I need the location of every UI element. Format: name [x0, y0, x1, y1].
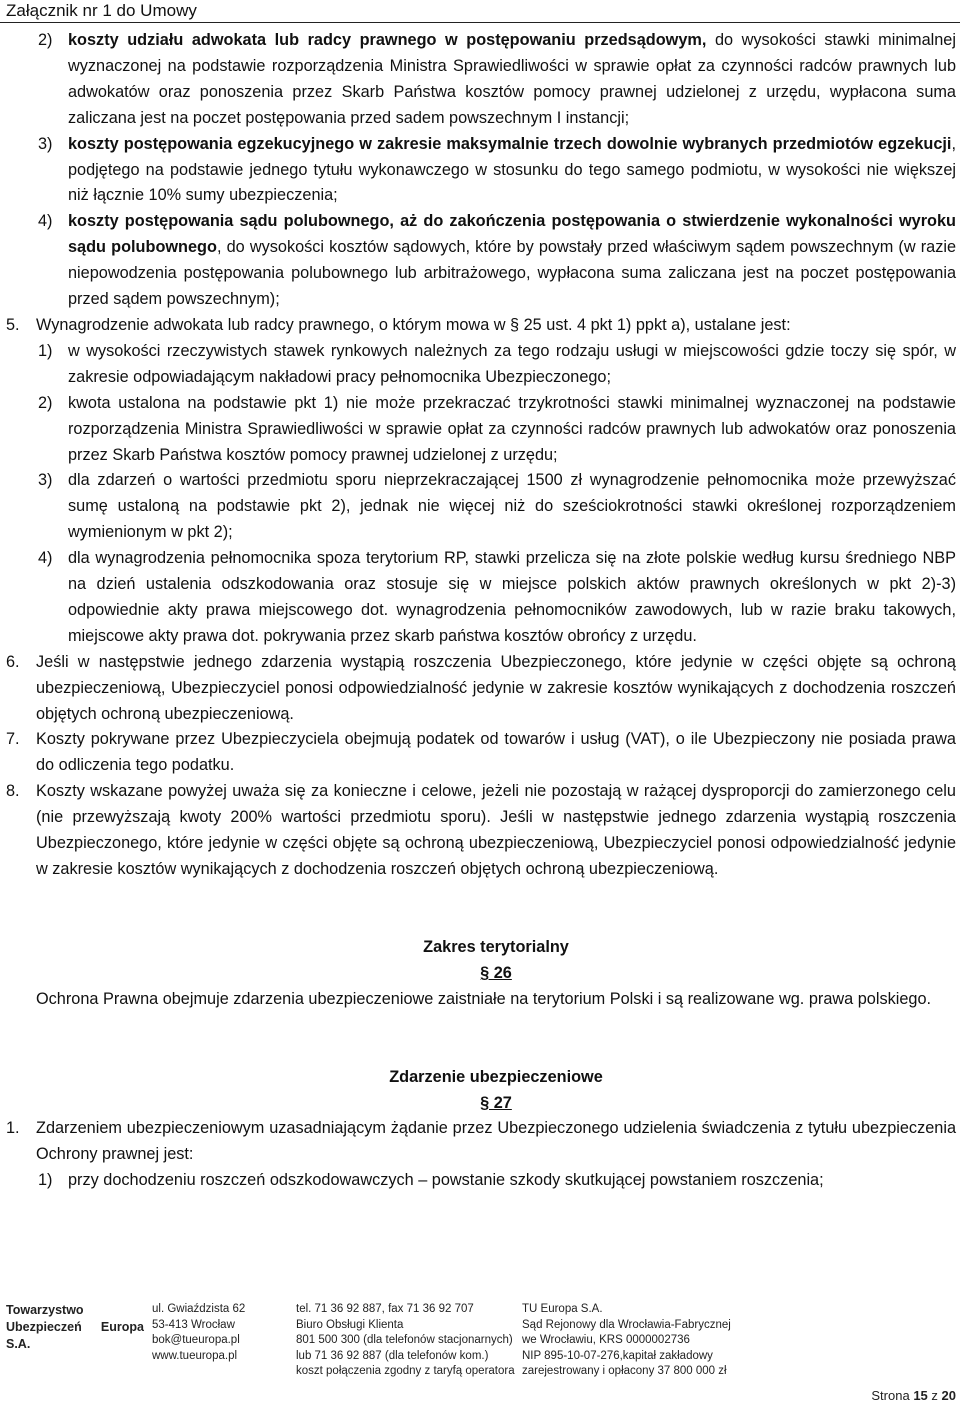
paragraph-text: Zdarzeniem ubezpieczeniowym uzasadniającym żądanie przez Ubezpieczonego udzielenia świadczenia z tytułu ubezpieczenia Ochrony prawnej jest:: [36, 1119, 956, 1164]
list-number: 1.: [6, 1119, 20, 1138]
list-number: 3): [38, 471, 53, 490]
footer-office: Biuro Obsługi Klienta: [296, 1318, 404, 1331]
footer-registration: [522, 1302, 752, 1380]
page-separator: z: [931, 1388, 938, 1403]
footer-address-line: 53-413 Wrocław: [152, 1318, 235, 1331]
list-number: 1): [38, 341, 53, 360]
footer-company: Towarzystwo Ubezpieczeń Europa S.A.: [6, 1303, 144, 1351]
list-item: [6, 779, 956, 883]
paragraph-text: w wysokości rzeczywistych stawek rynkowych należnych za tego rodzaju usługi w miejscowości gdzie toczy się spór, w zakresie odpowiadającym nakładowi pracy pełnomocnika Ubezpieczonego;: [68, 341, 956, 386]
paragraph-text: kwota ustalona na podstawie pkt 1) nie może przekraczać trzykrotności stawki minimalnej wyznaczonej na podstawie rozporządzenia Ministra Sprawiedliwości w sprawie opłat za czynności radców prawnych lub adwokatów oraz ponoszenia przez Skarb Państwa kosztów pomocy prawnej udzielonej z urzędu;: [68, 393, 956, 464]
list-number: 8.: [6, 782, 20, 801]
footer-hotline: 801 500 300 (dla telefonów stacjonarnych): [296, 1334, 513, 1347]
list-number: 4): [38, 212, 53, 231]
paragraph-text: , podjętego na podstawie jednego tytułu wykonawczego w stosunku do tego samego podmiotu, w wysokości nie większej niż łącznie 10% sumy ubezpieczenia;: [68, 134, 956, 205]
list-item: [6, 313, 956, 339]
footer-reg-line: Sąd Rejonowy dla Wrocławia-Fabrycznej: [522, 1318, 731, 1331]
list-number: 3): [38, 134, 53, 153]
list-item: [6, 468, 956, 546]
footer-phone: tel. 71 36 92 887, fax 71 36 92 707: [296, 1303, 474, 1315]
section-number-text: § 26: [480, 963, 512, 982]
paragraph-text: , do wysokości kosztów sądowych, które by powstały przed właściwym sądem powszechnym (w razie niepowodzenia postępowania polubownego lub arbitrażowego, wypłacona suma zaliczana jest na poczet postępowania przed sądem powszechnym);: [68, 238, 957, 309]
footer-reg-line: NIP 895-10-07-276,kapitał zakładowy: [522, 1349, 713, 1362]
paragraph-text: Jeśli w następstwie jednego zdarzenia wystąpią roszczenia Ubezpieczonego, które jedynie w części objęte są ochroną ubezpieczeniową, Ubezpieczyciel ponosi odpowiedzialność jedynie w zakresie kosztów wynikających z dochodzenia roszczeń objętych ochroną ubezpieczeniową.: [36, 652, 956, 723]
list-item: [6, 546, 956, 650]
paragraph-text: przy dochodzeniu roszczeń odszkodowawczych – powstanie szkody skutkującej powstaniem roszczenia;: [68, 1171, 824, 1190]
section-number: [6, 961, 956, 987]
paragraph-text: dla zdarzeń o wartości przedmiotu sporu nieprzekraczającej 1500 zł wynagrodzenie pełnomocnika może przewyższać sumę ustaloną na podstawie pkt 2), jednak nie więcej niż do sześciokrotności stawki określonej rozporządzeniem wymienionym w pkt 2);: [68, 471, 956, 542]
emphasis-text: koszty udziału adwokata lub radcy prawnego w postępowaniu przedsądowym,: [68, 31, 707, 49]
footer-hotline: lub 71 36 92 887 (dla telefonów kom.): [296, 1349, 489, 1362]
footer-contact: [296, 1302, 516, 1380]
section-title: Zdarzenie ubezpieczeniowe: [389, 1067, 603, 1086]
list-item: [6, 209, 956, 313]
list-number: 5.: [6, 315, 20, 334]
list-item: [6, 727, 956, 779]
footer-email: bok@tueuropa.pl: [152, 1334, 240, 1347]
page-number: [871, 1388, 956, 1404]
document-body: [6, 28, 956, 1194]
paragraph: Ochrona Prawna obejmuje zdarzenia ubezpieczeniowe zaistniałe na terytorium Polski i są realizowane wg. prawa polskiego.: [36, 989, 932, 1008]
footer-address: [152, 1302, 282, 1364]
section-number: [6, 1091, 956, 1117]
list-number: 2): [38, 31, 53, 49]
emphasis-text: koszty postępowania sądu polubownego, aż do zakończenia postępowania o stwierdzenie wykonalności wyroku sądu polubownego: [68, 212, 956, 257]
page-header-title: Załącznik nr 1 do Umowy: [6, 1, 197, 20]
list-number: 1): [38, 1171, 53, 1190]
footer-address-line: ul. Gwiaździsta 62: [152, 1303, 246, 1315]
paragraph-text: Koszty wskazane powyżej uważa się za konieczne i celowe, jeżeli nie pozostają w rażącej dysproporcji do zamierzonego celu (nie przewyższają kwoty 200% wartości przedmiotu sporu). Jeśli w następstwie jednego zdarzenia wystąpią roszczenia Ubezpieczonego, które jedynie w części objęte są ochroną ubezpieczeniową, Ubezpieczyciel ponosi odpowiedzialność jedynie w zakresie kosztów wynikających z dochodzenia roszczeń objętych ochroną ubezpieczeniową.: [36, 782, 956, 878]
list-number: 4): [38, 549, 53, 568]
section-title: Zakres terytorialny: [423, 937, 569, 956]
page-label: Strona: [871, 1388, 910, 1403]
footer-reg-line: zarejestrowany i opłacony 37 800 000 zł: [522, 1365, 727, 1378]
list-number: 2): [38, 393, 53, 412]
list-number: 6.: [6, 652, 20, 671]
list-number: 7.: [6, 730, 20, 749]
footer-reg-line: TU Europa S.A.: [522, 1303, 603, 1315]
paragraph-text: dla wynagrodzenia pełnomocnika spoza terytorium RP, stawki przelicza się na złote polskie według kursu średniego NBP na dzień ustalenia odszkodowania oraz stosuje się w miejsce polskich aktów prawnych określonych w pkt 2)-3) odpowiednie akty prawa miejscowego dot. wynagrodzenia pełnomocników zawodowych, lub w razie braku takowych, miejscowe akty prawa dot. pokrywania przez skarb państwa kosztów obrońcy z urzędu.: [68, 549, 956, 645]
list-item: [6, 132, 956, 210]
header-divider: [0, 22, 960, 23]
list-item: [6, 339, 956, 391]
paragraph-text: do wysokości stawki minimalnej wyznaczonej na podstawie rozporządzenia Ministra Sprawiedliwości w sprawie opłat za czynności radców prawnych lub adwokatów oraz ponoszenia przez Skarb Państwa kosztów pomocy prawnej udzielonej z urzędu, wypłacona suma zaliczana jest na poczet postępowania przed sadem powszechnym I instancji;: [68, 31, 956, 127]
footer-hotline-note: koszt połączenia zgodny z taryfą operatora: [296, 1365, 515, 1378]
paragraph-text: Koszty pokrywane przez Ubezpieczyciela obejmują podatek od towarów i usług (VAT), o ile Ubezpieczony nie posiada prawa do odliczenia tego podatku.: [36, 730, 956, 775]
page-current: 15: [913, 1388, 928, 1403]
list-item: [6, 28, 956, 132]
section-number-text: § 27: [480, 1093, 512, 1112]
list-item: [6, 1116, 956, 1168]
list-item: [6, 1168, 956, 1194]
emphasis-text: koszty postępowania egzekucyjnego w zakresie maksymalnie trzech dowolnie wybranych przedmiotów egzekucji: [68, 134, 952, 153]
footer-reg-line: we Wrocławiu, KRS 0000002736: [522, 1334, 690, 1347]
list-item: [6, 391, 956, 469]
paragraph-text: Wynagrodzenie adwokata lub radcy prawnego, o którym mowa w § 25 ust. 4 pkt 1) ppkt a), ustalane jest:: [36, 315, 791, 334]
list-item: [6, 650, 956, 728]
footer-website: www.tueuropa.pl: [152, 1349, 238, 1362]
page-total: 20: [941, 1388, 956, 1403]
